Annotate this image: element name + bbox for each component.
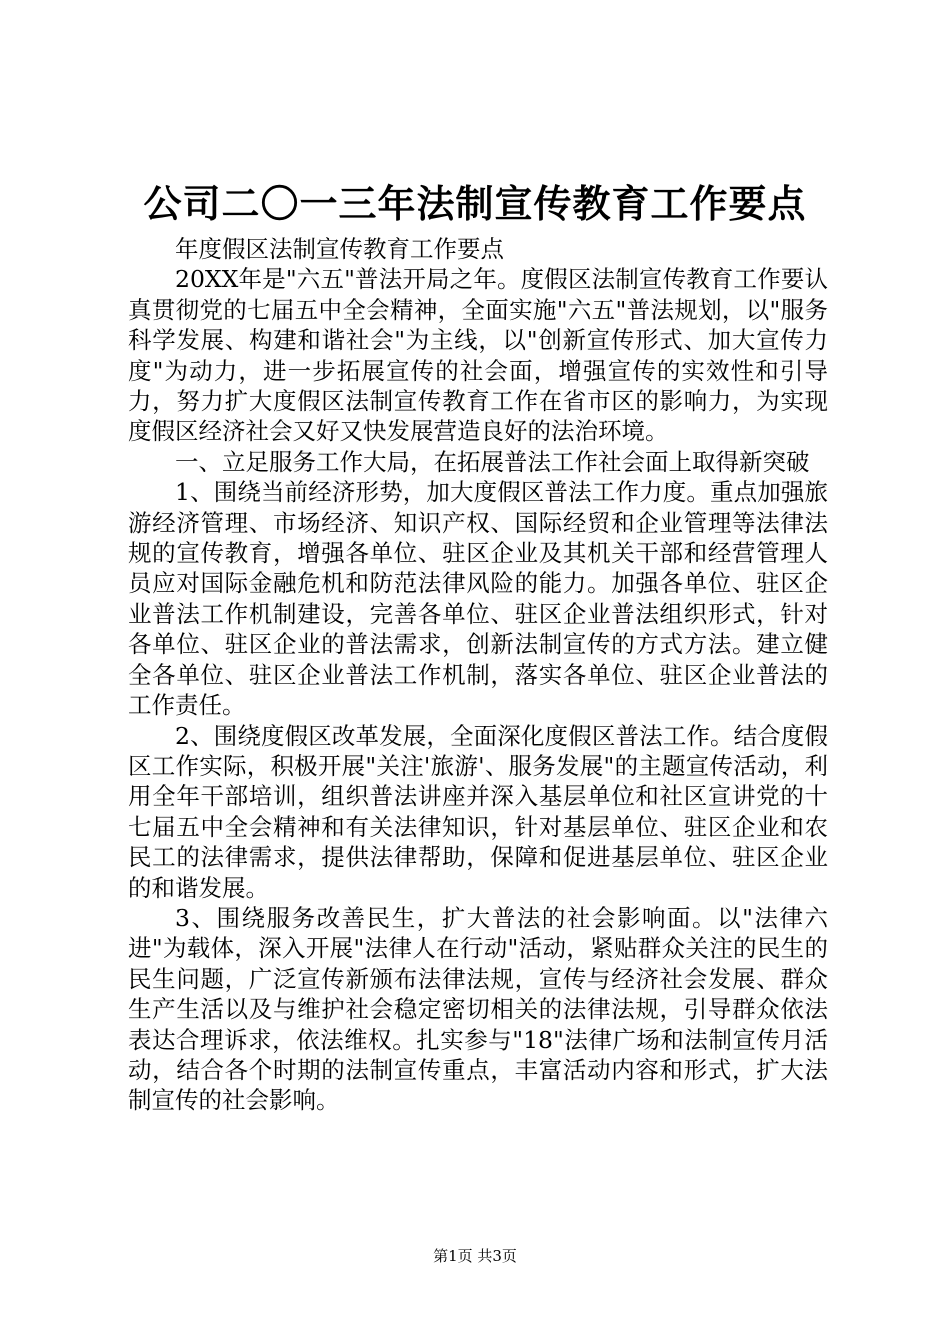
paragraph-item-1: 1、围绕当前经济形势，加大度假区普法工作力度。重点加强旅游经济管理、市场经济、知识产权、国际经贸和企业管理等法律法规的宣传教育，增强各单位、驻区企业及其机关干部和经营管理人员应对国际金融危机和防范法律风险的能力。加强各单位、驻区企业普法工作机制建设，完善各单位、驻区企业普法组织形式，针对各单位、驻区企业的普法需求，创新法制宣传的方式方法。建立健全各单位、驻区企业普法工作机制，落实各单位、驻区企业普法的工作责任。 (128, 478, 828, 720)
paragraph-item-3: 3、围绕服务改善民生，扩大普法的社会影响面。以"法律六进"为载体，深入开展"法律人在行动"活动，紧贴群众关注的民生的民生问题，广泛宣传新颁布法律法规，宣传与经济社会发展、群众生产生活以及与维护社会稳定密切相关的法律法规，引导群众依法表达合理诉求，依法维权。扎实参与"18"法律广场和法制宣传月活动，结合各个时期的法制宣传重点，丰富活动内容和形式，扩大法制宣传的社会影响。 (128, 903, 828, 1115)
paragraph-subtitle: 年度假区法制宣传教育工作要点 (175, 235, 504, 263)
paragraph-intro: 20XX年是"六五"普法开局之年。度假区法制宣传教育工作要认真贯彻党的七届五中全会精神，全面实施"六五"普法规划，以"服务科学发展、构建和谐社会"为主线，以"创新宣传形式、加大宣传力度"为动力，进一步拓展宣传的社会面，增强宣传的实效性和引导力，努力扩大度假区法制宣传教育工作在省市区的影响力，为实现度假区经济社会又好又快发展营造良好的法治环境。 (128, 265, 828, 446)
document-body (128, 234, 828, 1116)
document-title: 公司二〇一三年法制宣传教育工作要点 (143, 181, 807, 226)
page-number-footer: 第1页 共3页 (433, 1247, 517, 1265)
paragraph-section-heading: 一、立足服务工作大局，在拓展普法工作社会面上取得新突破 (175, 447, 810, 476)
paragraph-item-2: 2、围绕度假区改革发展，全面深化度假区普法工作。结合度假区工作实际，积极开展"关注'旅游'、服务发展"的主题宣传活动，利用全年干部培训，组织普法讲座并深入基层单位和社区宣讲党的十七届五中全会精神和有关法律知识，针对基层单位、驻区企业和农民工的法律需求，提供法律帮助，保障和促进基层单位、驻区企业的和谐发展。 (128, 721, 828, 902)
